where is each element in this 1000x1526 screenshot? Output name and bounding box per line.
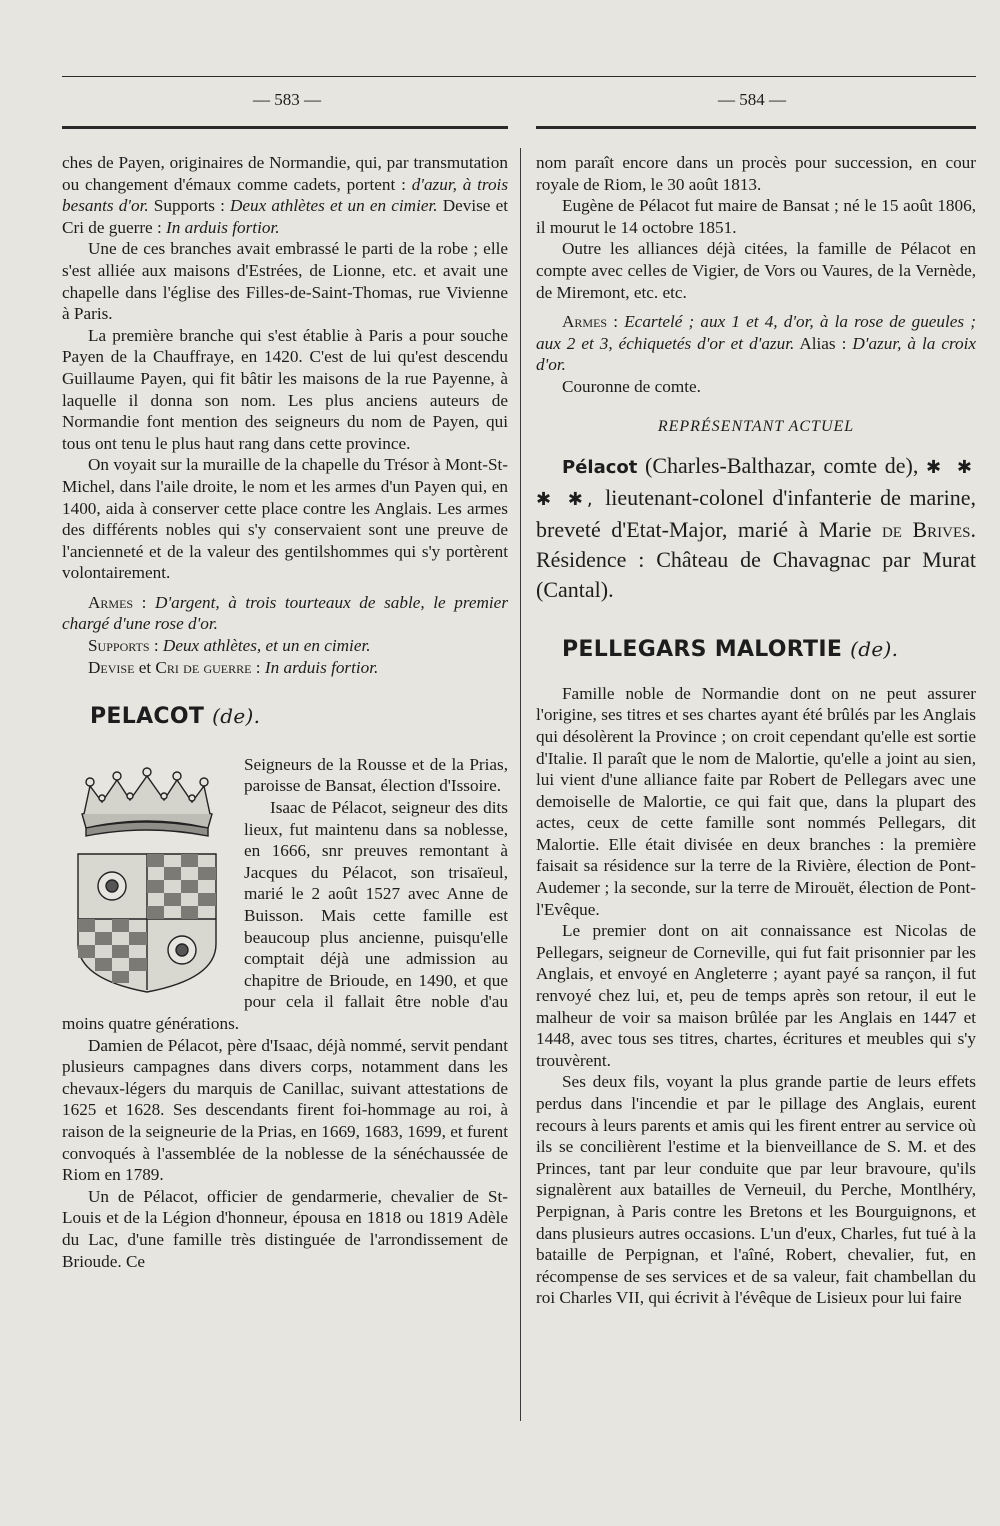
left-column	[62, 152, 508, 1466]
representant-name: Pélacot	[562, 457, 638, 479]
header-rule-right	[536, 126, 976, 129]
pelacot-paragraph-3: Damien de Pélacot, père d'Isaac, déjà nommé, servit pendant plusieurs campagnes dans divers corps, notamment dans les chevaux-légers du marquis de Canillac, suivant attestations de 1625 et 1628. Ses descendants firent foi-hommage au roi, à raison de la seigneurie de la Prias, en 1669, 1683, 1699, et furent convoqués à l'assemblée de la noblesse de la sénéchaussée de Riom en 1789.	[62, 1035, 508, 1185]
pelacot-blazon: Armes : Ecartelé ; aux 1 et 4, d'or, à la rose de gueules ; aux 2 et 3, échiquetés d'or et d'azur. Alias : D'azur, à la croix d'or.	[536, 312, 976, 375]
pelacot-paragraph-4: Un de Pélacot, officier de gendarmerie, chevalier de St-Louis et de la Légion d'honneur, épousa en 1818 ou 1819 Adèle du Lac, d'une famille très distinguée de l'arrondissement de Brioude. Ce	[62, 1186, 508, 1271]
payen-paragraph-1: ches de Payen, originaires de Normandie, qui, par transmutation ou changement d'émaux comme cadets, portent : d'azur, à trois besants d'or. Supports : Deux athlètes et un en cimier. Devise et Cri de guerre : In arduis fortior.	[62, 153, 508, 237]
supports-text: Deux athlètes, et un en cimier.	[162, 636, 371, 656]
payen-paragraph-3: La première branche qui s'est établie à Paris a pour souche Payen de la Chauffraye, en 1420. C'est de lui qu'est descendu Guillaume Payen, qui fit bâtir les maisons de la rue Payenne, à laquelle il donna son nom. Les plus anciens auteurs de Normandie font mention des seigneurs du nom de Payen, qui tous ont tenu le plus haut rang dans cette province.	[62, 325, 508, 453]
pelacot-cont-paragraph-2: Eugène de Pélacot fut maire de Bansat ; né le 15 août 1806, il mourut le 14 octobre 1851.	[536, 196, 976, 237]
pelacot-coat-of-arms	[62, 754, 232, 994]
payen-blazon: Armes : D'argent, à trois tourteaux de sable, le premier chargé d'une rose d'or. Supports : Deux athlètes, et un en cimier. Devise et Cri de guerre : In arduis fortior.	[62, 592, 508, 677]
top-rule-thin	[62, 76, 976, 77]
column-divider	[520, 148, 521, 1421]
coat-of-arms-icon	[62, 754, 232, 994]
representant-heading: REPRÉSENTANT ACTUEL	[657, 417, 855, 435]
pelacot-cont-paragraph-1: nom paraît encore dans un procès pour succession, en cour royale de Riom, le 30 août 1813.	[536, 153, 976, 194]
pellegars-paragraph-1: Famille noble de Normandie dont on ne peut assurer l'origine, ses titres et ses chartes ayant été brûlés par les Anglais qui désolèrent la Province ; on croit cependant qu'elle est sortie d'Italie. Il paraît que le nom de Malortie, qu'elle a joint au sien, lui vient d'une alliance faite par Robert de Pellegars avec une demoiselle de Malortie, ce qui fait que, dans la plupart des actes, ceux de cette famille sont nommés Pellegars, dit Malortie. Elle était divisée en deux branches : la première faisait sa résidence sur la terre de la Rivière, élection de Pont-Audemer ; la seconde, sur la terre de Mirouët, élection de Pont-l'Evêque.	[536, 683, 976, 919]
page-number-right: — 584 —	[718, 90, 786, 109]
header-rule-left	[62, 126, 508, 129]
right-column	[536, 152, 976, 1466]
page-number-left: — 583 —	[253, 90, 321, 109]
pellegars-paragraph-3: Ses deux fils, voyant la plus grande partie de leurs effets perdus dans l'incendie et par le pillage des Anglais, eurent recours à leurs parents et amis qui les firent entrer au service où ils se concilièrent l'estime et la bienveillance de S. M. et des Princes, tant par leur conduite que par leur bravoure, qu'ils signalèrent aux batailles de Verneuil, du Perche, Montlhéry, Perpignan, à Paris contre les Bretons et les Bourguignons, et dans plusieurs autres occasions. L'un d'eux, Charles, fut tué à la bataille de Perpignan, et l'aîné, Robert, chevalier, fut, en récompense de ses services et de sa valeur, fait chambellan du roi Charles VII, qui écrivit à l'évêque de Lisieux pour lui faire	[536, 1072, 976, 1308]
payen-paragraph-4: On voyait sur la muraille de la chapelle du Trésor à Mont-St-Michel, dans l'aile droite, le nom et les armes d'un Payen qui, en 1400, aida à conserver cette place contre les Anglais. Les armes des différents nobles qui s'y conservaient sont une preuve de l'ancienneté et de la valeur des gentilshommes qui s'y portèrent volontairement.	[62, 455, 508, 583]
coronet-icon	[82, 768, 212, 836]
couronne-line: Couronne de comte.	[562, 376, 701, 396]
supports-label: Supports	[88, 636, 150, 656]
section-title-pellegars: PELLEGARS MALORTIE (de).	[562, 637, 899, 663]
representant-entry: Pélacot (Charles-Balthazar, comte de), ✱ ✱ ✱ ✱, lieutenant-colonel d'infanterie de marine, breveté d'Etat-Major, marié à Marie de Brives. Résidence : Château de Chavagnac par Murat (Cantal).	[536, 453, 976, 603]
pelacot-cont-paragraph-3: Outre les alliances déjà citées, la famille de Pélacot en compte avec celles de Vigier, de Vors ou Vaures, de la Vernède, de Miremont, etc. etc.	[536, 239, 976, 302]
armes-label: Armes	[88, 592, 134, 612]
devise-text: In arduis fortior.	[264, 657, 379, 677]
pellegars-paragraph-2: Le premier dont on ait connaissance est Nicolas de Pellegars, seigneur de Corneville, qui fut fait prisonnier par les Anglais, et envoyé en Angleterre ; ayant payé sa rançon, il fut renvoyé chez lui, et, peu de temps après son retour, il eut le malheur de voir sa maison brûlée par les Anglais en 1447 et 1448, avec tous ses titres, chartes, écritures et meubles qui s'y trouvèrent.	[536, 921, 976, 1070]
decoration-stars-icon: ✱ ✱ ✱ ✱,	[536, 457, 976, 511]
pelacot-paragraph-2: Isaac de Pélacot, seigneur des dits lieux, fut maintenu dans sa noblesse, en 1666, snr preuves remontant à Jacques du Pélacot, son trisaïeul, marié le 2 août 1527 avec Anne de Buisson. Mais cette famille est beaucoup plus ancienne, puisqu'elle comptait déjà une admission au chapitre de Brioude, en 1490, et que pour cela il fallait être noble d'au moins quatre générations.	[62, 798, 508, 1033]
section-title-pelacot: PELACOT (de).	[90, 704, 261, 730]
armes-text: D'argent, à trois tourteaux de sable, le premier chargé d'une rose d'or.	[62, 592, 508, 634]
pelacot-paragraph-1: Seigneurs de la Rousse et de la Prias, paroisse de Bansat, élection d'Issoire.	[244, 754, 508, 796]
payen-paragraph-2: Une de ces branches avait embrassé le parti de la robe ; elle s'est alliée aux maisons d'Estrées, de Lionne, etc. et avait une chapelle dans l'église des Filles-de-Saint-Thomas, rue Vivienne à Paris.	[62, 239, 508, 324]
